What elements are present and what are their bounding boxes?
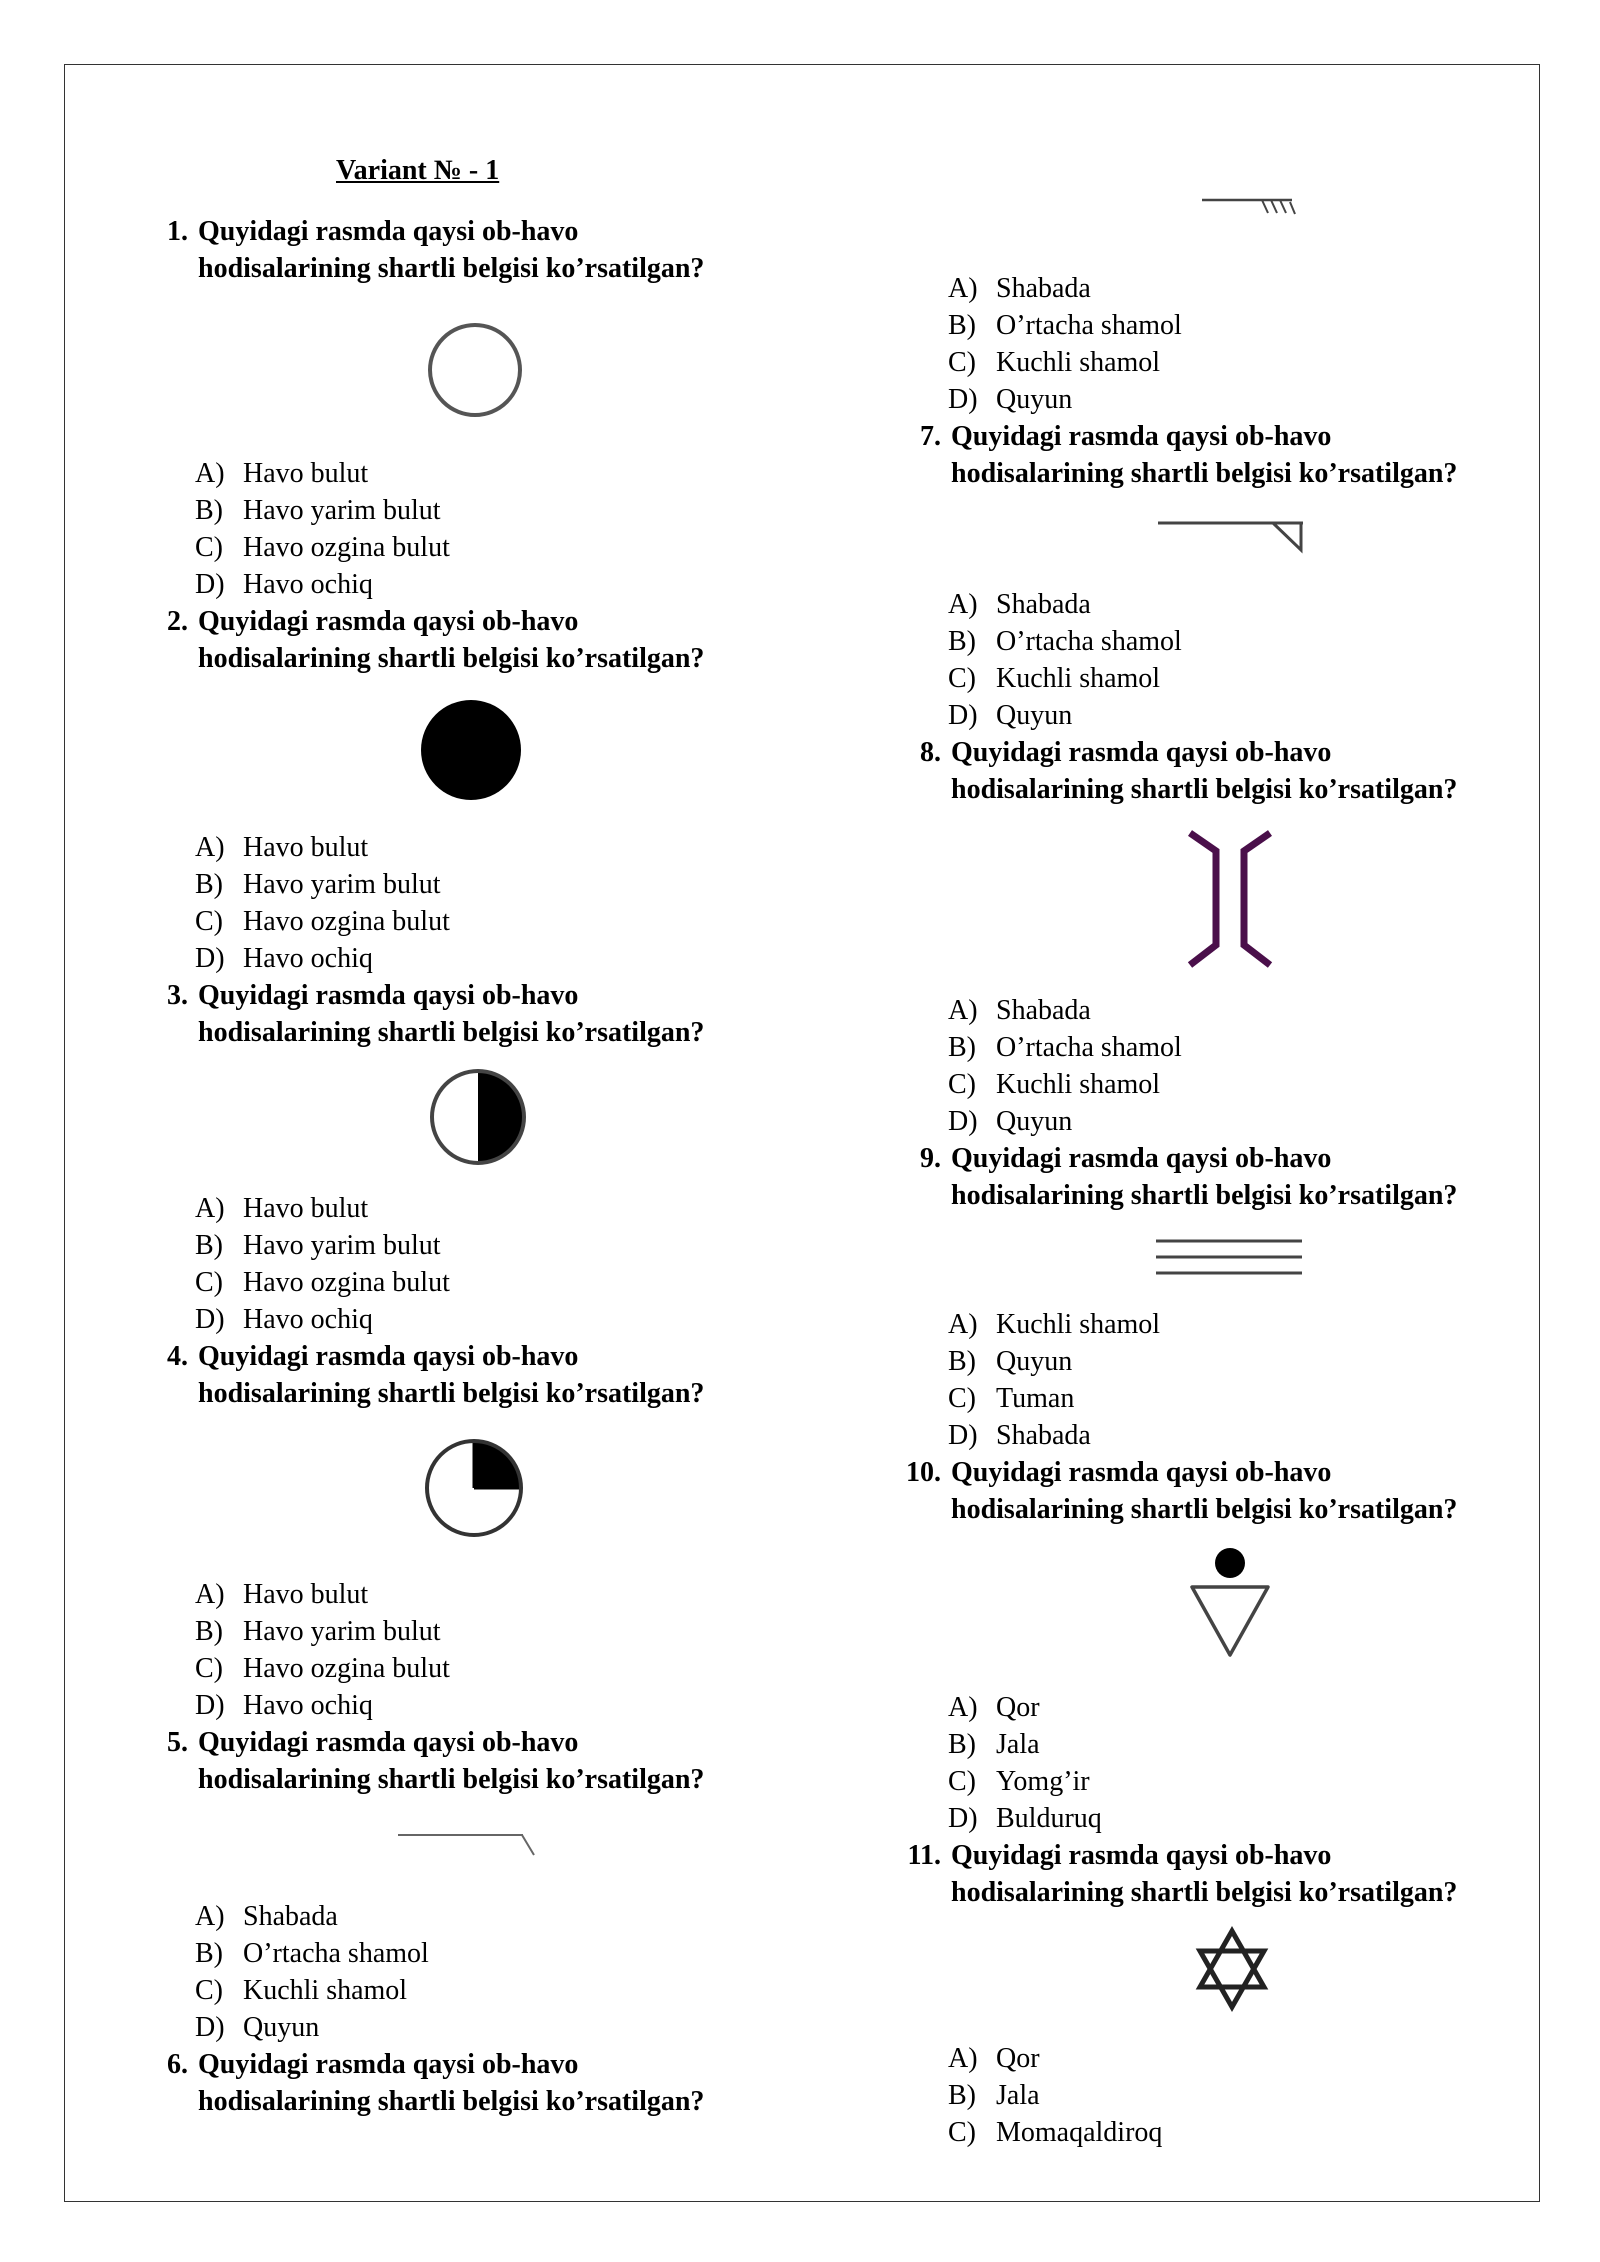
option-10c[interactable]: C) Yomg’ir (948, 1766, 1090, 1797)
option-9a[interactable]: A) Kuchli shamol (948, 1309, 1161, 1340)
option-6d[interactable]: D) Quyun (948, 384, 1073, 415)
option-5c[interactable]: C) Kuchli shamol (195, 1975, 408, 2006)
question-text: Quyidagi rasmda qaysi ob-havo (198, 1727, 579, 1758)
wind-one-barb-icon (395, 1825, 545, 1865)
question-number: 1. (167, 216, 188, 247)
question-text: Quyidagi rasmda qaysi ob-havo (198, 2049, 579, 2080)
question-text: Quyidagi rasmda qaysi ob-havo (951, 1457, 1332, 1488)
option-9b[interactable]: B) Quyun (948, 1346, 1073, 1377)
option-2c[interactable]: C) Havo ozgina bulut (195, 906, 450, 937)
question-text: Quyidagi rasmda qaysi ob-havo (198, 606, 579, 637)
option-11c[interactable]: C) Momaqaldiroq (948, 2117, 1163, 2148)
question-text-line2: hodisalarining shartli belgisi ko’rsatilgan? (951, 1180, 1458, 1211)
question-number: 2. (167, 606, 188, 637)
option-3c[interactable]: C) Havo ozgina bulut (195, 1267, 450, 1298)
question-text-line2: hodisalarining shartli belgisi ko’rsatilgan? (951, 458, 1458, 489)
question-10 (893, 1454, 1457, 1528)
question-number: 3. (167, 980, 188, 1011)
question-2 (140, 603, 704, 677)
option-2b[interactable]: B) Havo yarim bulut (195, 869, 441, 900)
option-5b[interactable]: B) O’rtacha shamol (195, 1938, 429, 1969)
question-5 (140, 1724, 704, 1798)
empty-circle-icon (425, 320, 525, 420)
question-number: 10. (906, 1457, 941, 1488)
quarter-filled-circle-icon (423, 1437, 525, 1539)
option-7c[interactable]: C) Kuchli shamol (948, 663, 1161, 694)
option-5d[interactable]: D) Quyun (195, 2012, 320, 2043)
option-8c[interactable]: C) Kuchli shamol (948, 1069, 1161, 1100)
option-10d[interactable]: D) Bulduruq (948, 1803, 1102, 1834)
question-text: Quyidagi rasmda qaysi ob-havo (951, 1143, 1332, 1174)
question-number: 5. (167, 1727, 188, 1758)
question-number: 4. (167, 1341, 188, 1372)
option-7d[interactable]: D) Quyun (948, 700, 1073, 731)
option-10b[interactable]: B) Jala (948, 1729, 1040, 1760)
question-text-line2: hodisalarining shartli belgisi ko’rsatilgan? (951, 1494, 1458, 1525)
question-text: Quyidagi rasmda qaysi ob-havo (951, 737, 1332, 768)
question-text-line2: hodisalarining shartli belgisi ko’rsatilgan? (198, 1017, 705, 1048)
option-6b[interactable]: B) O’rtacha shamol (948, 310, 1182, 341)
option-6c[interactable]: C) Kuchli shamol (948, 347, 1161, 378)
question-text-line2: hodisalarining shartli belgisi ko’rsatilgan? (198, 1764, 705, 1795)
option-11a[interactable]: A) Qor (948, 2043, 1040, 2074)
variant-title: Variant № - 1 (336, 155, 500, 186)
question-number: 9. (920, 1143, 941, 1174)
option-10a[interactable]: A) Qor (948, 1692, 1040, 1723)
option-7b[interactable]: B) O’rtacha shamol (948, 626, 1182, 657)
option-1d[interactable]: D) Havo ochiq (195, 569, 373, 600)
question-text: Quyidagi rasmda qaysi ob-havo (951, 421, 1332, 452)
option-7a[interactable]: A) Shabada (948, 589, 1091, 620)
option-2d[interactable]: D) Havo ochiq (195, 943, 373, 974)
option-9c[interactable]: C) Tuman (948, 1383, 1075, 1414)
wind-three-barbs-icon (1200, 190, 1300, 230)
option-1b[interactable]: B) Havo yarim bulut (195, 495, 441, 526)
option-2a[interactable]: A) Havo bulut (195, 832, 369, 863)
question-text-line2: hodisalarining shartli belgisi ko’rsatilgan? (198, 643, 705, 674)
star-of-david-icon (1190, 1925, 1274, 2015)
question-text-line2: hodisalarining shartli belgisi ko’rsatilgan? (198, 2086, 705, 2117)
question-4 (140, 1338, 704, 1412)
question-text: Quyidagi rasmda qaysi ob-havo (198, 1341, 579, 1372)
question-text-line2: hodisalarining shartli belgisi ko’rsatilgan? (951, 774, 1458, 805)
question-text: Quyidagi rasmda qaysi ob-havo (198, 216, 579, 247)
option-1a[interactable]: A) Havo bulut (195, 458, 369, 489)
question-text-line2: hodisalarining shartli belgisi ko’rsatilgan? (198, 1378, 705, 1409)
question-number: 6. (167, 2049, 188, 2080)
option-8b[interactable]: B) O’rtacha shamol (948, 1032, 1182, 1063)
question-text-line2: hodisalarining shartli belgisi ko’rsatilgan? (198, 253, 705, 284)
option-8d[interactable]: D) Quyun (948, 1106, 1073, 1137)
option-4b[interactable]: B) Havo yarim bulut (195, 1616, 441, 1647)
option-3a[interactable]: A) Havo bulut (195, 1193, 369, 1224)
option-11b[interactable]: B) Jala (948, 2080, 1040, 2111)
question-text-line2: hodisalarining shartli belgisi ko’rsatilgan? (951, 1877, 1458, 1908)
option-5a[interactable]: A) Shabada (195, 1901, 338, 1932)
option-9d[interactable]: D) Shabada (948, 1420, 1091, 1451)
question-11 (893, 1837, 1457, 1911)
option-8a[interactable]: A) Shabada (948, 995, 1091, 1026)
question-1 (140, 213, 704, 287)
question-number: 11. (907, 1840, 941, 1871)
wind-pennant-icon (1155, 510, 1305, 560)
fog-lines-icon (1150, 1233, 1310, 1283)
option-3d[interactable]: D) Havo ochiq (195, 1304, 373, 1335)
whirlwind-brackets-icon (1180, 825, 1280, 975)
question-6 (140, 2046, 704, 2120)
question-number: 7. (920, 421, 941, 452)
half-filled-circle-icon (428, 1067, 528, 1167)
option-4a[interactable]: A) Havo bulut (195, 1579, 369, 1610)
option-3b[interactable]: B) Havo yarim bulut (195, 1230, 441, 1261)
option-1c[interactable]: C) Havo ozgina bulut (195, 532, 450, 563)
option-4c[interactable]: C) Havo ozgina bulut (195, 1653, 450, 1684)
question-3 (140, 977, 704, 1051)
question-8 (893, 734, 1457, 808)
question-7 (893, 418, 1457, 492)
option-6a[interactable]: A) Shabada (948, 273, 1091, 304)
filled-circle-icon (418, 697, 524, 803)
question-9 (893, 1140, 1457, 1214)
question-text: Quyidagi rasmda qaysi ob-havo (198, 980, 579, 1011)
option-4d[interactable]: D) Havo ochiq (195, 1690, 373, 1721)
question-number: 8. (920, 737, 941, 768)
dot-over-triangle-icon (1180, 1545, 1280, 1670)
question-text: Quyidagi rasmda qaysi ob-havo (951, 1840, 1332, 1871)
